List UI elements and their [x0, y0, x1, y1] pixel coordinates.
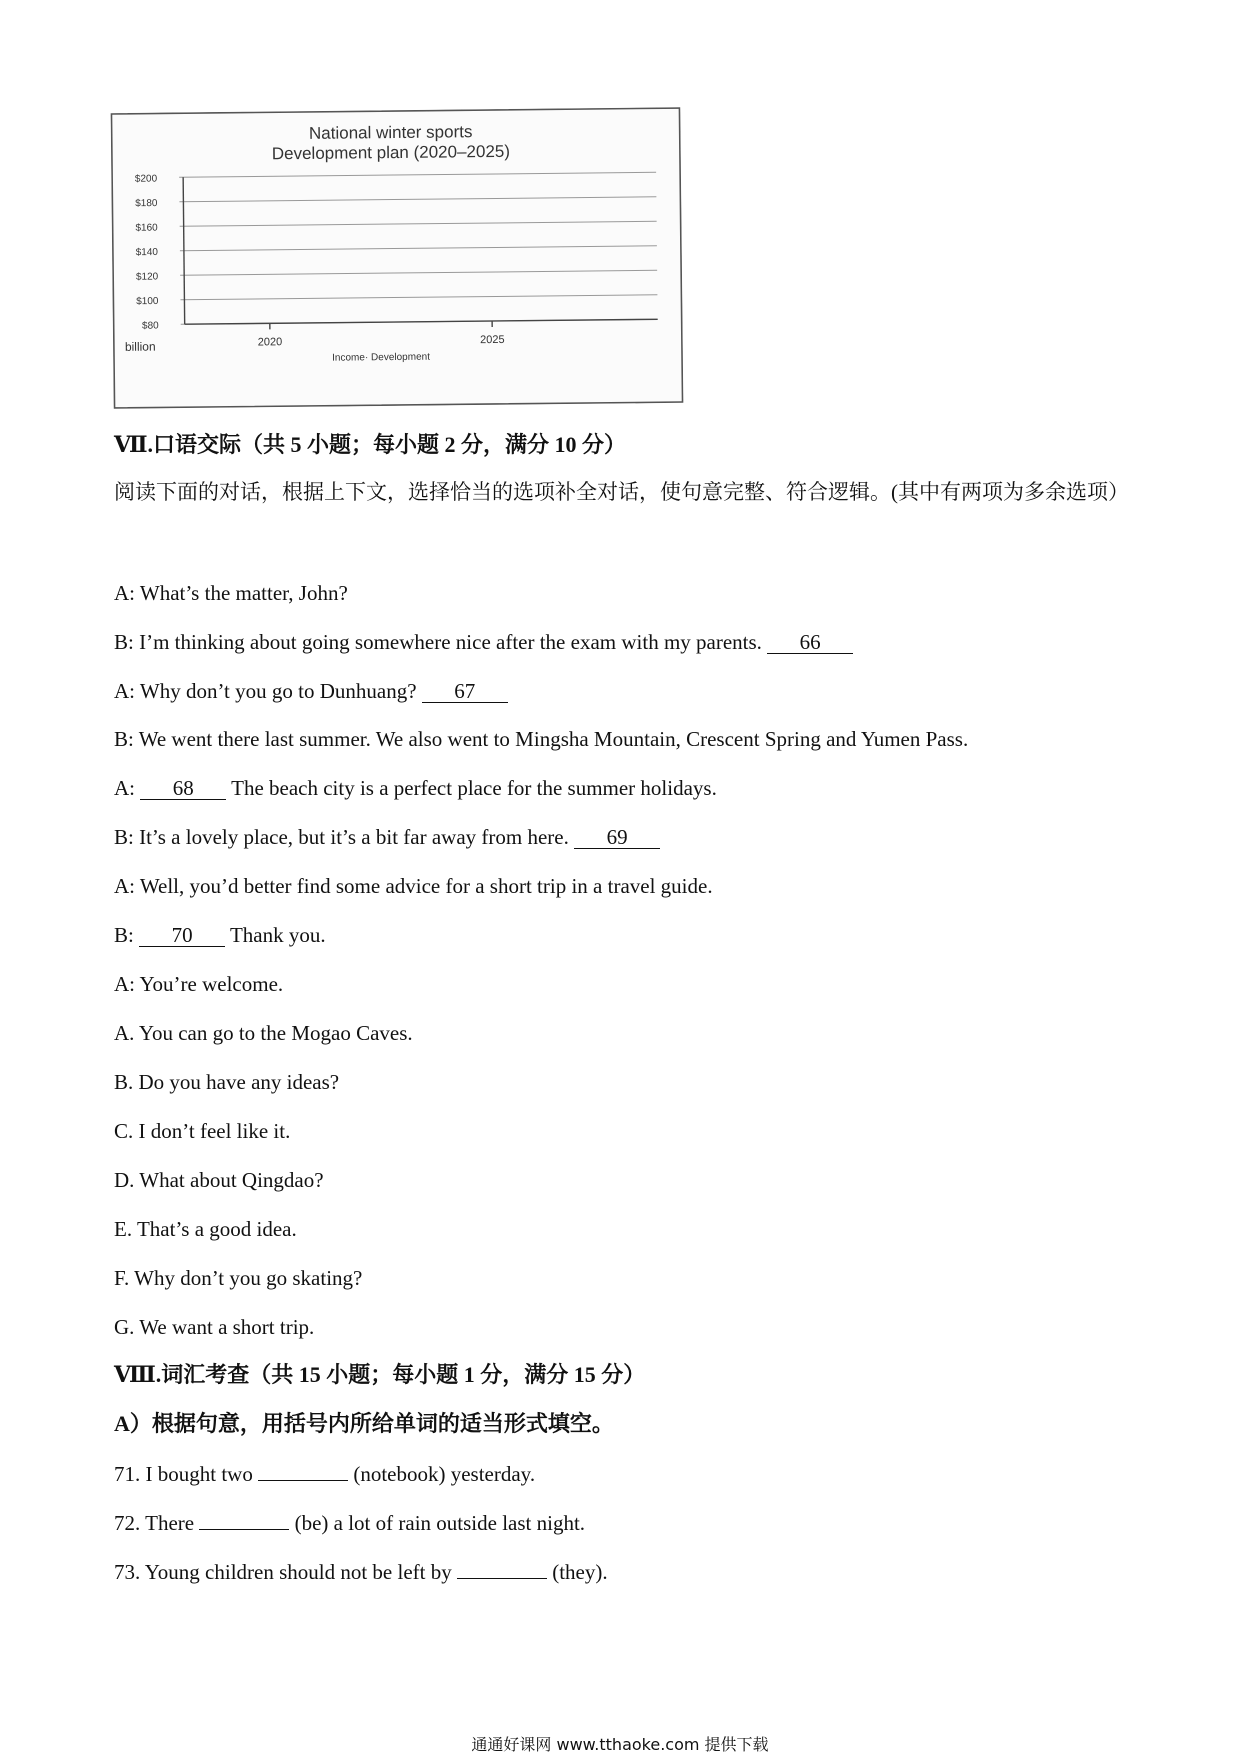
- question-72-hint: (be) a lot of rain outside last night.: [295, 1511, 585, 1535]
- chart-y-tick-label: $120: [136, 271, 159, 282]
- option-f: F. Why don’t you go skating?: [114, 1265, 362, 1291]
- dialogue-line-5: [114, 775, 717, 801]
- chart-y-tick-label: $140: [136, 247, 159, 258]
- section-7-heading: Ⅶ.口语交际（共 5 小题；每小题 2 分，满分 10 分）: [114, 432, 626, 458]
- answer-blank-73: [457, 1558, 547, 1579]
- chart-y-tick-label: $80: [142, 320, 159, 331]
- chart-svg: [110, 107, 683, 409]
- chart-figure: [110, 107, 683, 409]
- option-g: G. We want a short trip.: [114, 1314, 314, 1340]
- page-footer: 通通好课网 www.tthaoke.com 提供下载: [0, 1732, 1240, 1755]
- question-71: [114, 1460, 535, 1487]
- question-73-hint: (they).: [552, 1560, 607, 1584]
- dialogue-line-2-text: B: I’m thinking about going somewhere nice after the exam with my parents.: [114, 630, 762, 654]
- question-72: [114, 1509, 585, 1536]
- dialogue-line-7: A: Well, you’d better find some advice for a short trip in a travel guide.: [114, 873, 713, 899]
- chart-x-tick-label: 2025: [480, 334, 505, 346]
- dialogue-line-5-text: The beach city is a perfect place for the summer holidays.: [231, 776, 717, 800]
- section-8-heading: Ⅷ.词汇考查（共 15 小题；每小题 1 分，满分 15 分）: [114, 1362, 645, 1388]
- answer-blank-72: [199, 1509, 289, 1530]
- option-b: B. Do you have any ideas?: [114, 1069, 339, 1095]
- dialogue-line-9: A: You’re welcome.: [114, 971, 283, 997]
- chart-y-label: billion: [125, 340, 156, 354]
- question-73-text: 73. Young children should not be left by: [114, 1560, 452, 1584]
- chart-y-tick-label: $180: [135, 198, 158, 209]
- dialogue-line-5-speaker: A:: [114, 776, 135, 800]
- option-a: A. You can go to the Mogao Caves.: [114, 1020, 413, 1046]
- blank-67: 67: [422, 680, 508, 703]
- dialogue-line-6: [114, 824, 660, 850]
- chart-title-line-2: Development plan (2020–2025): [272, 142, 510, 163]
- chart-title-line-1: National winter sports: [309, 122, 473, 143]
- chart-y-tick-label: $200: [135, 174, 158, 185]
- dialogue-line-4: B: We went there last summer. We also went to Mingsha Mountain, Crescent Spring and Yumen Pass.: [114, 726, 968, 752]
- dialogue-line-3-text: A: Why don’t you go to Dunhuang?: [114, 679, 417, 703]
- dialogue-line-3: [114, 678, 508, 704]
- dialogue-line-8-speaker: B:: [114, 923, 134, 947]
- dialogue-line-1: A: What’s the matter, John?: [114, 580, 348, 606]
- question-71-hint: (notebook) yesterday.: [353, 1462, 535, 1486]
- chart-x-label: Income· Development: [332, 352, 430, 364]
- dialogue-line-8-text: Thank you.: [230, 923, 326, 947]
- blank-70: 70: [139, 924, 225, 947]
- chart-y-tick-label: $100: [136, 296, 159, 307]
- question-73: [114, 1558, 608, 1585]
- question-72-text: 72. There: [114, 1511, 194, 1535]
- blank-68: 68: [140, 777, 226, 800]
- dialogue-line-2: [114, 629, 853, 655]
- dialogue-line-6-text: B: It’s a lovely place, but it’s a bit far away from here.: [114, 825, 569, 849]
- question-71-text: 71. I bought two: [114, 1462, 253, 1486]
- dialogue-line-8: [114, 922, 326, 948]
- option-e: E. That’s a good idea.: [114, 1216, 297, 1242]
- section-8-subheading: A）根据句意，用括号内所给单词的适当形式填空。: [114, 1411, 614, 1437]
- chart-x-tick-label: 2020: [258, 336, 283, 348]
- blank-66: 66: [767, 631, 853, 654]
- chart-y-tick-label: $160: [135, 223, 158, 234]
- option-d: D. What about Qingdao?: [114, 1167, 324, 1193]
- section-7-instructions: 阅读下面的对话，根据上下文，选择恰当的选项补全对话，使句意完整、符合逻辑。(其中有两项为多余选项）: [114, 468, 1124, 517]
- blank-69: 69: [574, 826, 660, 849]
- answer-blank-71: [258, 1460, 348, 1481]
- option-c: C. I don’t feel like it.: [114, 1118, 290, 1144]
